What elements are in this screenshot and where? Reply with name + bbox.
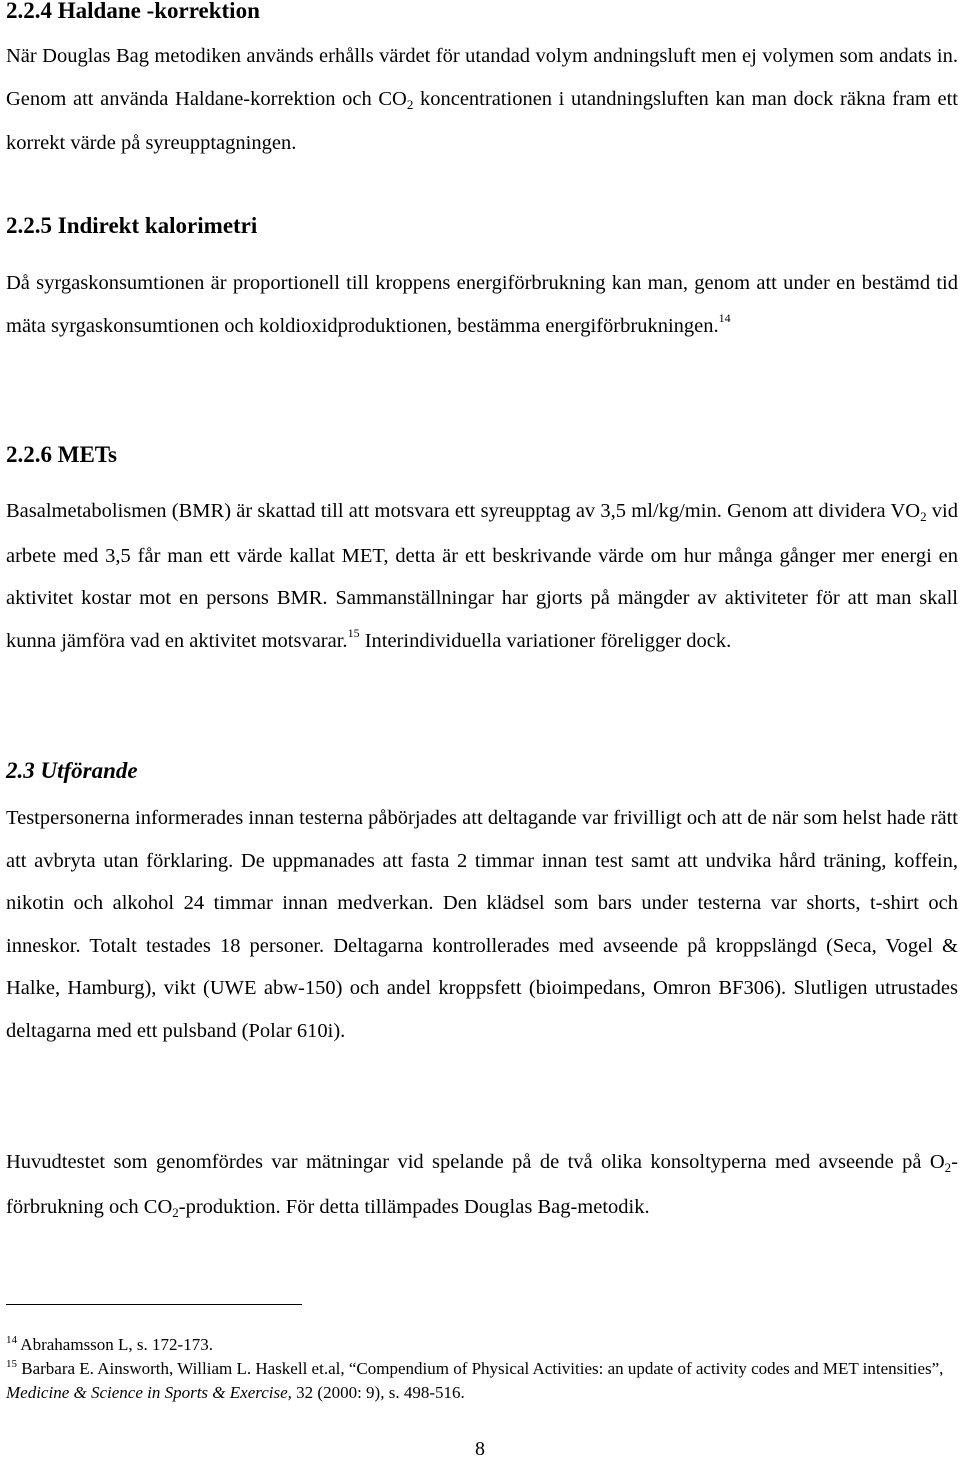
footnote-text: 32 (2000: 9), s. 498-516. [291,1383,465,1402]
paragraph-haldane [6,35,958,165]
paragraph-text: Då syrgaskonsumtionen är proportionell till kroppens energiförbrukning kan man, genom att under en bestämd tid mäta syrgaskonsumtionen och koldioxidproduktionen, bestämma energiförbrukningen. [6,272,958,337]
paragraph-utforande-1: Testpersonerna informerades innan testerna påbörjades att deltagande var frivilligt och att de när som helst hade rätt att avbryta utan förklaring. De uppmanades att fasta 2 timmar innan test samt att undvika hård träning, koffein, nikotin och alkohol 24 timmar innan medverkan. Den klädsel som bars under testerna var shorts, t-shirt och inneskor. Totalt testades 18 personer. Deltagarna kontrollerades med avseende på kroppslängd (Seca, Vogel & Halke, Hamburg), vikt (UWE abw-150) och andel kroppsfett (bioimpedans, Omron BF306). Slutligen utrustades deltagarna med ett pulsband (Polar 610i). [6,807,958,1042]
subscript: 2 [920,509,927,524]
paragraph-text: vid arbete med 3,5 får man ett värde kallat MET, detta är ett beskrivande värde om hur många gånger mer energi en aktivitet kostar mot en persons BMR. Sammanställningar har gjorts på mängder av aktiviteter för att man skall kunna jämföra vad en aktivitet motsvarar. [6,500,959,652]
paragraph-mets [6,490,958,664]
footnote-number: 14 [6,1334,17,1346]
heading-indirekt-kalorimetri: 2.2.5 Indirekt kalorimetri [6,213,258,238]
footnote-separator [6,1304,302,1305]
footnote-text: Abrahamsson L, s. 172-173. [17,1335,213,1354]
paragraph-utforande-2 [6,1141,958,1230]
heading-mets: 2.2.6 METs [6,442,117,467]
footnote-journal: Medicine & Science in Sports & Exercise, [6,1383,292,1402]
footnote-ref-15[interactable]: 15 [347,625,360,640]
footnote-15 [6,1358,958,1404]
paragraph-text: Huvudtestet som genomfördes var mätningar vid spelande på de två olika konsoltyperna med avseende på O [6,1151,945,1173]
paragraph-text: När Douglas Bag metodiken används erhålls värdet för utandad volym andningsluft men ej volymen som andats in. Genom att använda Haldane-korrektion och CO [6,45,958,110]
paragraph-text: Interindividuella variationer föreligger dock. [359,629,732,652]
footnote-ref-14[interactable]: 14 [718,310,731,325]
paragraph-text: Basalmetabolismen (BMR) är skattad till att motsvara ett syreupptag av 3,5 ml/kg/min. Genom att dividera VO [6,500,921,522]
paragraph-text: koncentrationen i utandningsluften kan man dock räkna fram ett korrekt värde på syreupptagningen. [6,87,958,154]
footnote-number: 15 [6,1358,17,1370]
footnote-text: Barbara E. Ainsworth, William L. Haskell et.al, “Compendium of Physical Activities: an update of activity codes and MET intensities”, [17,1359,944,1378]
subscript: 2 [406,96,414,112]
footnote-14 [6,1334,958,1358]
page-number: 8 [475,1438,485,1460]
heading-utforande: 2.3 Utförande [6,758,138,783]
paragraph-text: -produktion. För detta tillämpades Douglas Bag-metodik. [178,1195,650,1218]
paragraph-kalorimetri [6,262,958,349]
heading-haldane: 2.2.4 Haldane -korrektion [6,0,260,23]
subscript: 2 [944,1160,952,1175]
paragraph-text: -förbrukning och CO [6,1151,958,1218]
subscript: 2 [172,1204,179,1220]
